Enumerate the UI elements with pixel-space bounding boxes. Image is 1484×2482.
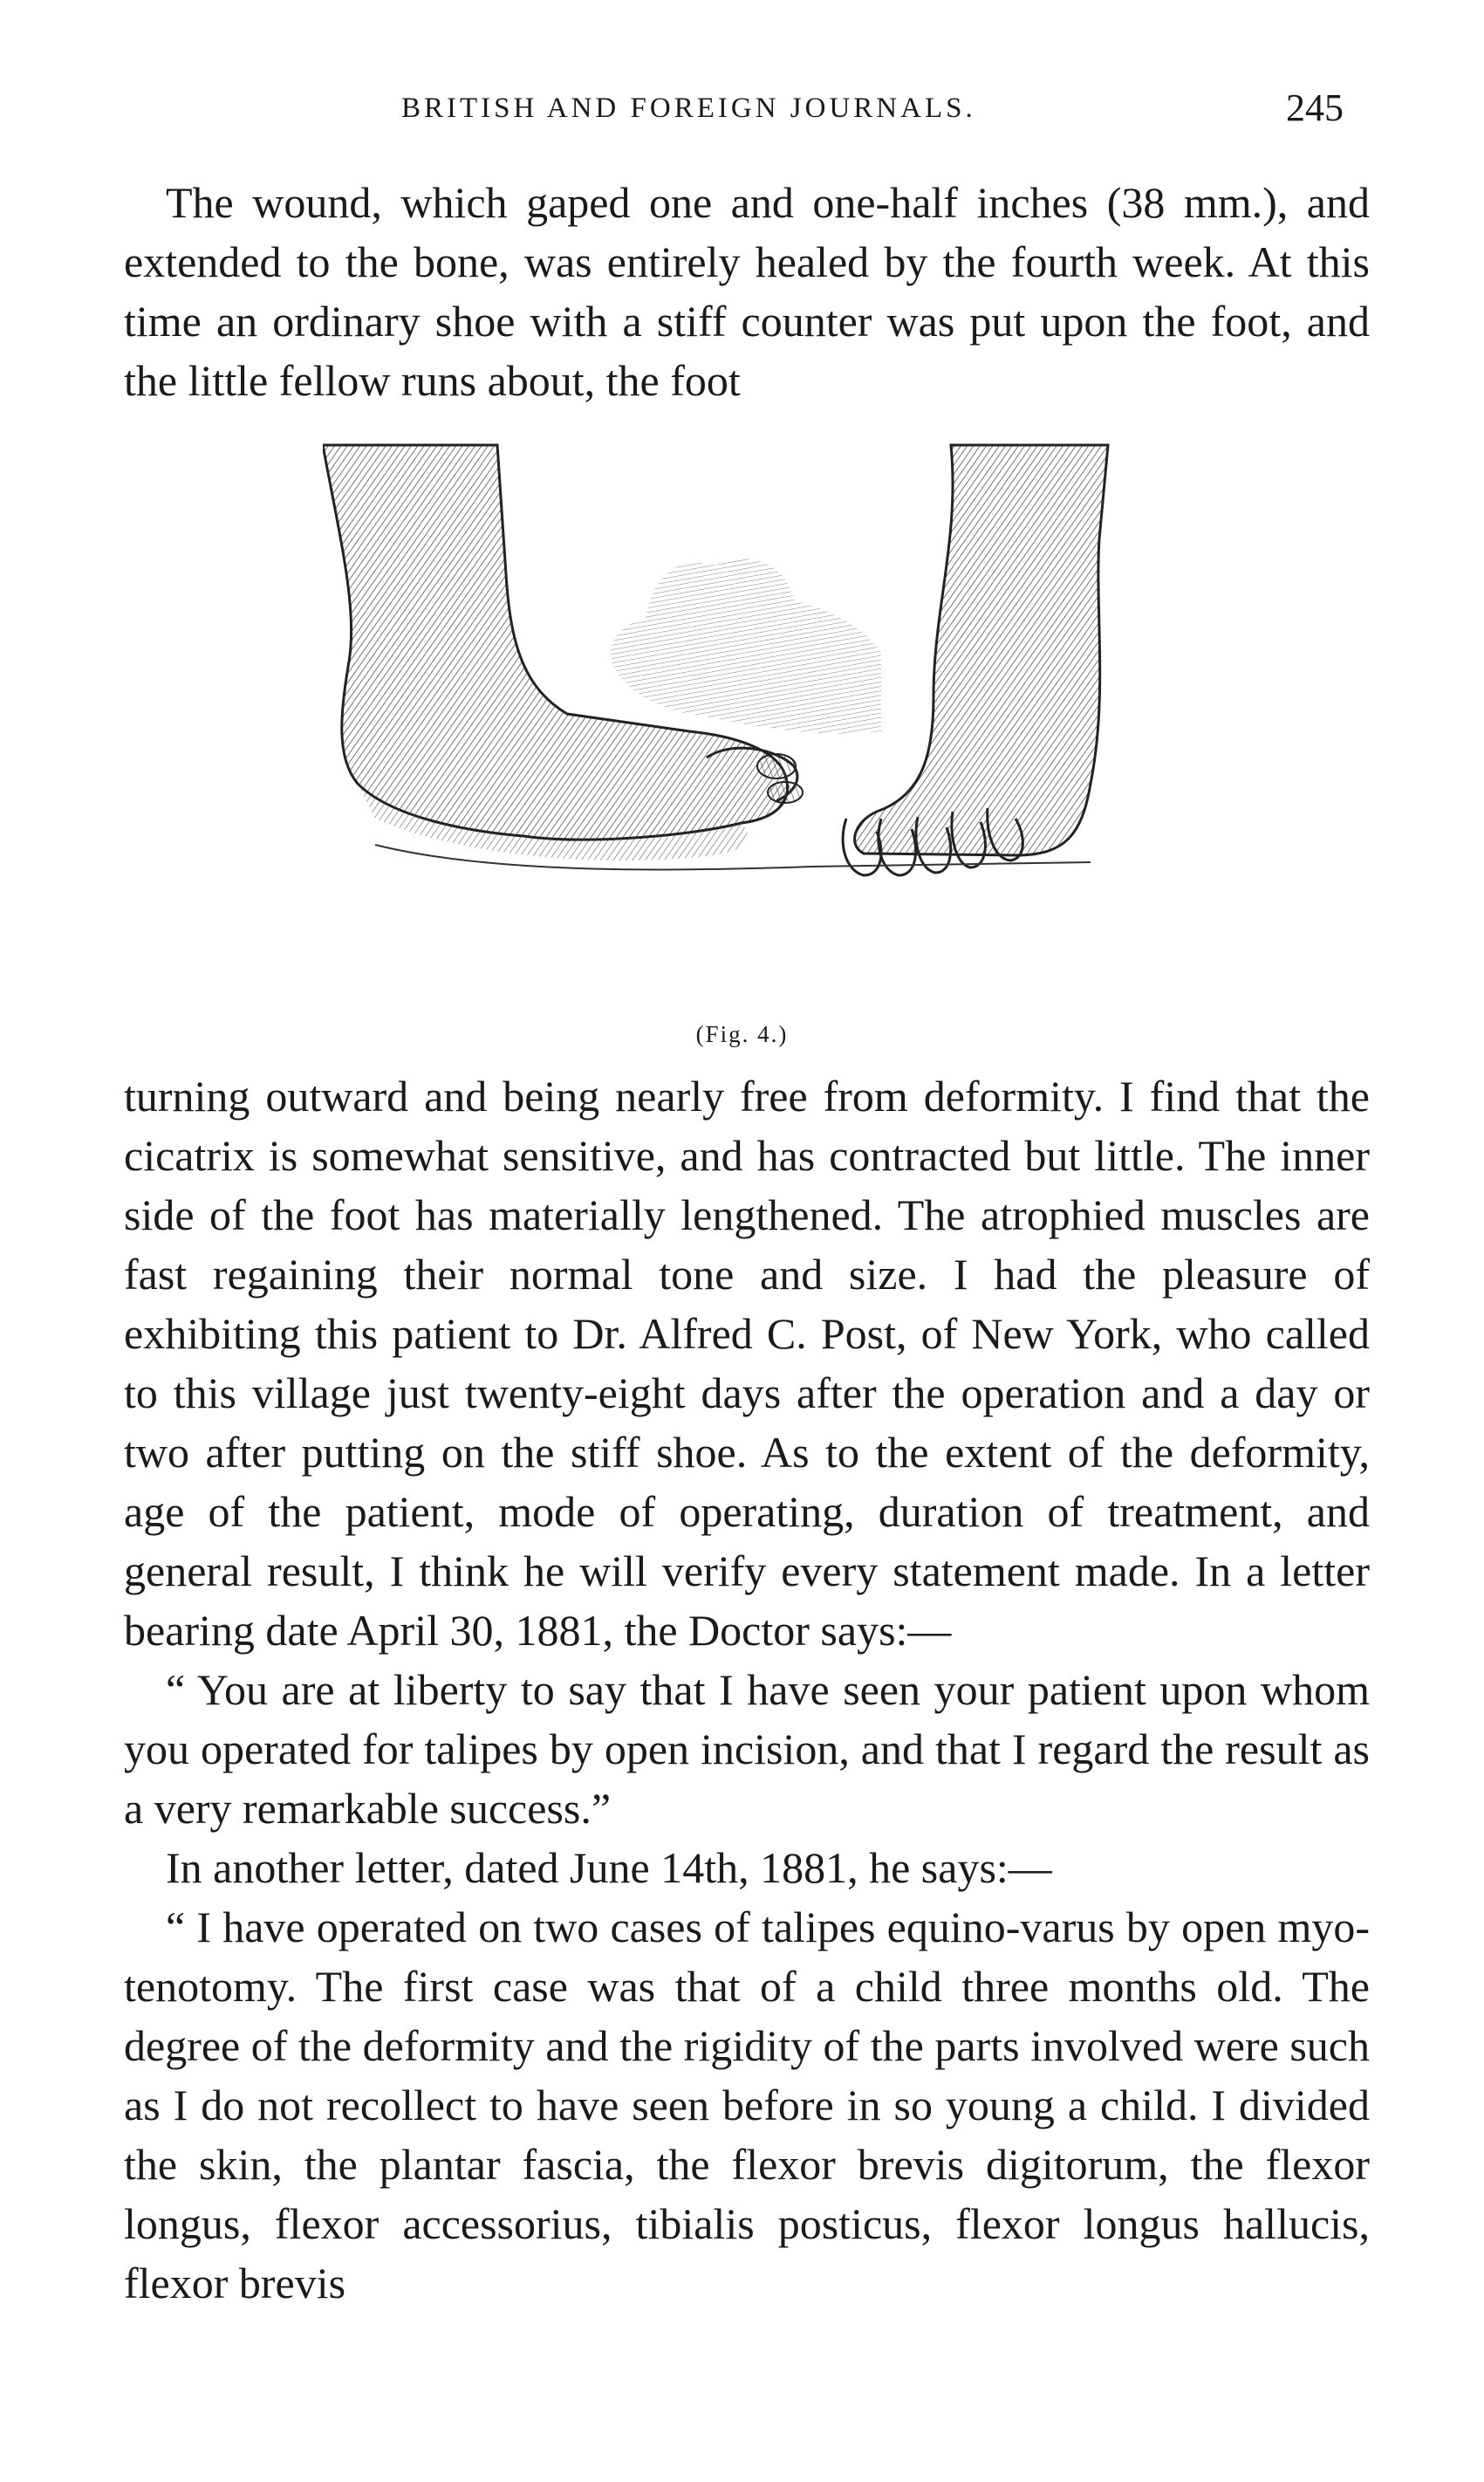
figure-caption: (Fig. 4.) (695, 1021, 789, 1047)
page-number: 245 (1286, 86, 1344, 129)
quote-paragraph: “ You are at liberty to say that I have seen your patient upon whom you operated for talipes by open incision, and that I regard the result as a very remarkable success.” (124, 1665, 1370, 1833)
top-text-block (124, 173, 1370, 410)
foot-illustration-icon (323, 435, 1152, 1011)
running-head: BRITISH AND FOREIGN JOURNALS. (401, 93, 976, 124)
paragraph: turning outward and being nearly free from deformity. I find that the cicatrix is somewhat sensitive, and has contracted but little. The inner side of the foot has materially lengthened. The atrophied muscles are fast regaining their normal tone and size. I had the pleasure of exhibiting this patient to Dr. Alfred C. Post, of New York, who called to this village just twenty-eight days after the operation and a day or two after putting on the stiff shoe. As to the extent of the deformity, age of the patient, mode of operating, duration of treatment, and general result, I think he will verify every statement made. In a letter bearing date April 30, 1881, the Doctor says:— (124, 1072, 1370, 1655)
body-text-block (124, 1066, 1370, 2313)
page-header (131, 86, 1370, 138)
quote-paragraph: “ I have operated on two cases of talipes equino-varus by open myo-tenotomy. The first case was that of a child three months old. The degree of the deformity and the rigidity of the parts involved were such as I do not recollect to have seen before in so young a child. I divided the skin, the plantar fascia, the flexor brevis digitorum, the flexor longus, flexor accessorius, tibialis posticus, flexor longus hallucis, flexor brevis (124, 1903, 1370, 2307)
paragraph: The wound, which gaped one and one-half inches (38 mm.), and extended to the bone, was entirely healed by the fourth week. At this time an ordinary shoe with a stiff counter was put upon the foot, and the little fellow runs about, the foot (124, 178, 1370, 405)
figure (323, 435, 1152, 1011)
paragraph: In another letter, dated June 14th, 1881, he says:— (166, 1843, 1052, 1892)
